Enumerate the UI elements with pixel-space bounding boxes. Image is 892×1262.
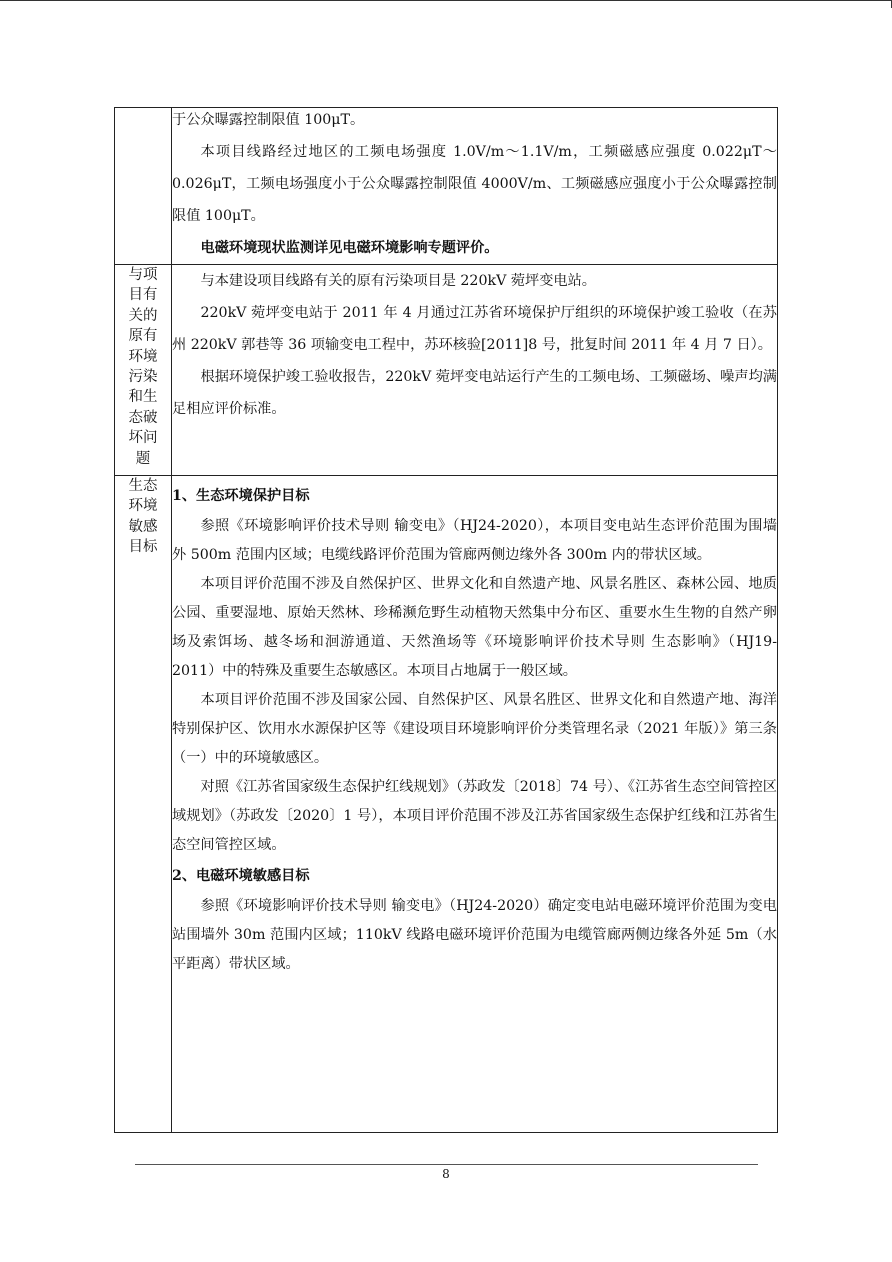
page-top-border (0, 0, 892, 1)
label-line: 环境 (128, 498, 158, 515)
label-line: 题 (135, 450, 151, 467)
paragraph-bold-note: 电磁环境现状监测详见电磁环境影响专题评价。 (200, 240, 499, 256)
paragraph: 与本建设项目线路有关的原有污染项目是 220kV 菀坪变电站。 (200, 273, 596, 289)
row-label-existing-pollution (115, 265, 172, 476)
report-table (114, 107, 778, 1133)
table-row-ecological-targets (115, 476, 778, 1133)
row-label-text (115, 476, 171, 558)
section-heading: 2、电磁环境敏感目标 (172, 868, 310, 884)
label-line: 和生 (128, 389, 158, 406)
label-line: 坏问 (128, 430, 158, 447)
row-content (172, 476, 778, 1133)
page-number: 8 (442, 1167, 450, 1181)
paragraph: 参照《环境影响评价技术导则 输变电》（HJ24-2020）确定变电站电磁环境评价范围为变电站围墙外 30m 范围内区域；110kV 线路电磁环境评价范围为电缆管廊两侧边缘各外延 5m（水平距离）带状区域。 (172, 898, 777, 972)
row-label-text (115, 265, 171, 469)
paragraph: 本项目评价范围不涉及自然保护区、世界文化和自然遗产地、风景名胜区、森林公园、地质公园、重要湿地、原始天然林、珍稀濒危野生动植物天然集中分布区、重要水生生物的自然产卵场及索饵场、越冬场和洄游通道、天然渔场等《环境影响评价技术导则 生态影响》（HJ19-2011）中的特殊及重要生态敏感区。本项目占地属于一般区域。 (172, 576, 777, 679)
label-line: 环境 (128, 348, 158, 365)
paragraph: 于公众曝露控制限值 100μT。 (172, 112, 365, 128)
row-label-ecological-targets (115, 476, 172, 1133)
paragraph: 本项目线路经过地区的工频电场强度 1.0V/m～1.1V/m，工频磁感应强度 0.022μT～0.026μT，工频电场强度小于公众曝露控制限值 4000V/m、工频磁感应强度小于公众曝露控制限值 100μT。 (172, 144, 777, 224)
paragraph: 220kV 菀坪变电站于 2011 年 4 月通过江苏省环境保护厅组织的环境保护竣工验收（在苏州 220kV 郭巷等 36 项输变电工程中，苏环核验[2011]8 号，批复时间 2011 年 4 月 7 日）。 (172, 305, 777, 353)
paragraph: 根据环境保护竣工验收报告，220kV 菀坪变电站运行产生的工频电场、工频磁场、噪声均满足相应评价标准。 (172, 369, 777, 417)
label-line: 污染 (128, 369, 158, 386)
paragraph: 对照《江苏省国家级生态保护红线规划》（苏政发〔2018〕74 号）、《江苏省生态空间管控区域规划》（苏政发〔2020〕1 号），本项目评价范围不涉及江苏省国家级生态保护红线和江苏省生态空间管控区域。 (172, 779, 777, 853)
paragraph: 参照《环境影响评价技术导则 输变电》（HJ24-2020），本项目变电站生态评价范围为围墙外 500m 范围内区域；电缆线路评价范围为管廊两侧边缘外各 300m 内的带状区域。 (172, 518, 777, 563)
label-line: 生态 (128, 478, 158, 494)
label-line: 目有 (128, 287, 158, 304)
paragraph: 本项目评价范围不涉及国家公园、自然保护区、风景名胜区、世界文化和自然遗产地、海洋特别保护区、饮用水水源保护区等《建设项目环境影响评价分类管理名录（2021 年版）》第三条（一）中的环境敏感区。 (172, 692, 777, 766)
label-line: 关的 (128, 307, 158, 324)
label-line: 态破 (128, 409, 158, 426)
row-content (172, 265, 778, 476)
label-line: 原有 (128, 328, 158, 345)
row-label-empty (115, 108, 172, 265)
label-line: 敏感 (128, 518, 158, 535)
row-content (172, 108, 778, 265)
label-line: 目标 (128, 539, 158, 556)
section-heading: 1、生态环境保护目标 (172, 488, 310, 504)
footer-rule (135, 1164, 758, 1165)
table-row-em-monitoring (115, 108, 778, 265)
label-line: 与项 (128, 267, 158, 283)
table-row-existing-pollution (115, 265, 778, 476)
